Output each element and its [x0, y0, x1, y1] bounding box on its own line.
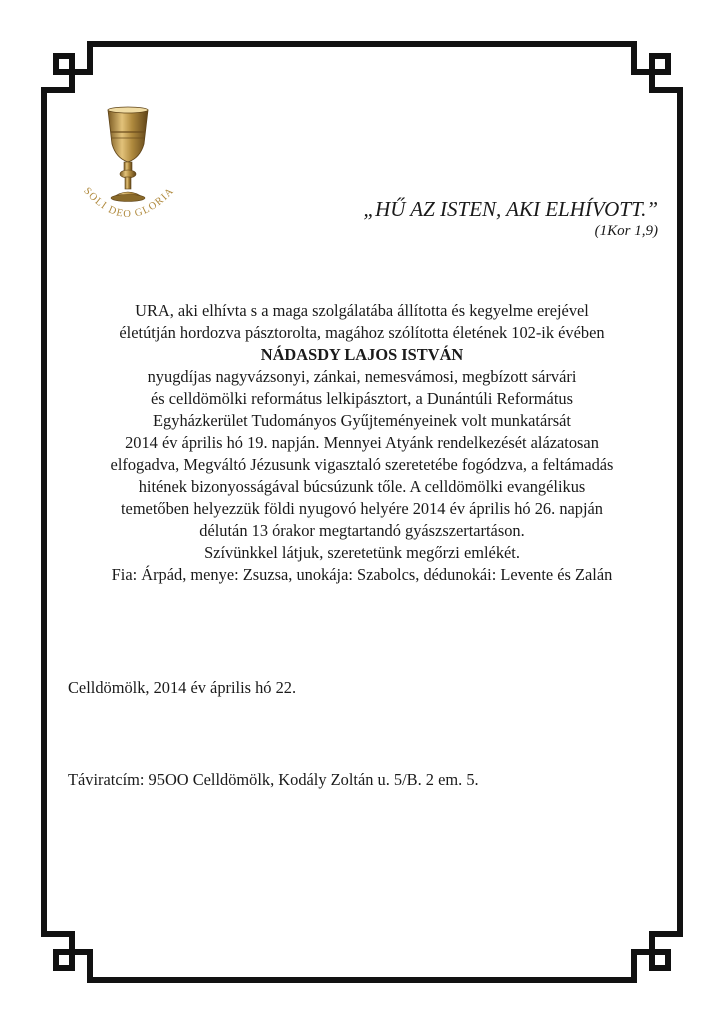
frame-corner-bottom-left	[44, 934, 90, 980]
bible-verse-reference: (1Kor 1,9)	[594, 223, 658, 239]
frame-corner-bottom-right	[634, 934, 680, 980]
announcement-line: Szívünkkel látjuk, szeretetünk megőrzi emlékét.	[204, 543, 520, 562]
family-members-line: Fia: Árpád, menye: Zsuzsa, unokája: Szabolcs, dédunokái: Levente és Zalán	[111, 565, 613, 584]
announcement-line: temetőben helyezzük földi nyugovó helyére 2014 év április hó 26. napján	[120, 499, 604, 518]
deceased-name: NÁDASDY LAJOS ISTVÁN	[260, 345, 464, 364]
announcement-line: nyugdíjas nagyvázsonyi, zánkai, nemesvámosi, megbízott sárvári	[147, 367, 577, 386]
obituary-announcement	[62, 300, 662, 586]
place-and-date: Celldömölk, 2014 év április hó 22.	[68, 678, 297, 697]
telegram-address: Táviratcím: 95OO Celldömölk, Kodály Zoltán u. 5/B. 2 em. 5.	[68, 770, 479, 789]
announcement-line: Egyházkerület Tudományos Gyűjteményeinek volt munkatársát	[153, 411, 571, 430]
bible-verse-text: „HŰ AZ ISTEN, AKI ELHÍVOTT.”	[363, 197, 658, 221]
announcement-line: délután 13 órakor megtartandó gyászszertartáson.	[199, 521, 525, 540]
announcement-line: és celldömölki református lelkipásztort, a Dunántúli Református	[151, 389, 573, 408]
emblem-motto-text: SOLI DEO GLORIA	[81, 185, 177, 221]
chalice-icon	[108, 107, 148, 202]
frame-corner-top-left	[44, 44, 90, 90]
announcement-line: elfogadva, Megváltó Jézusunk vigasztaló szeretetébe fogódzva, a feltámadás	[110, 455, 614, 474]
bible-verse	[363, 196, 658, 240]
chalice-emblem	[70, 100, 190, 235]
announcement-line: 2014 év április hó 19. napján. Mennyei Atyánk rendelkezését alázatosan	[125, 433, 599, 452]
announcement-line: életútján hordozva pásztorolta, magához szólította életének 102-ik évében	[119, 323, 605, 342]
announcement-line: URA, aki elhívta s a maga szolgálatába állította és kegyelme erejével	[135, 301, 589, 320]
frame-corner-top-right	[634, 44, 680, 90]
announcement-line: hitének bizonyosságával búcsúzunk tőle. A celldömölki evangélikus	[138, 477, 586, 496]
